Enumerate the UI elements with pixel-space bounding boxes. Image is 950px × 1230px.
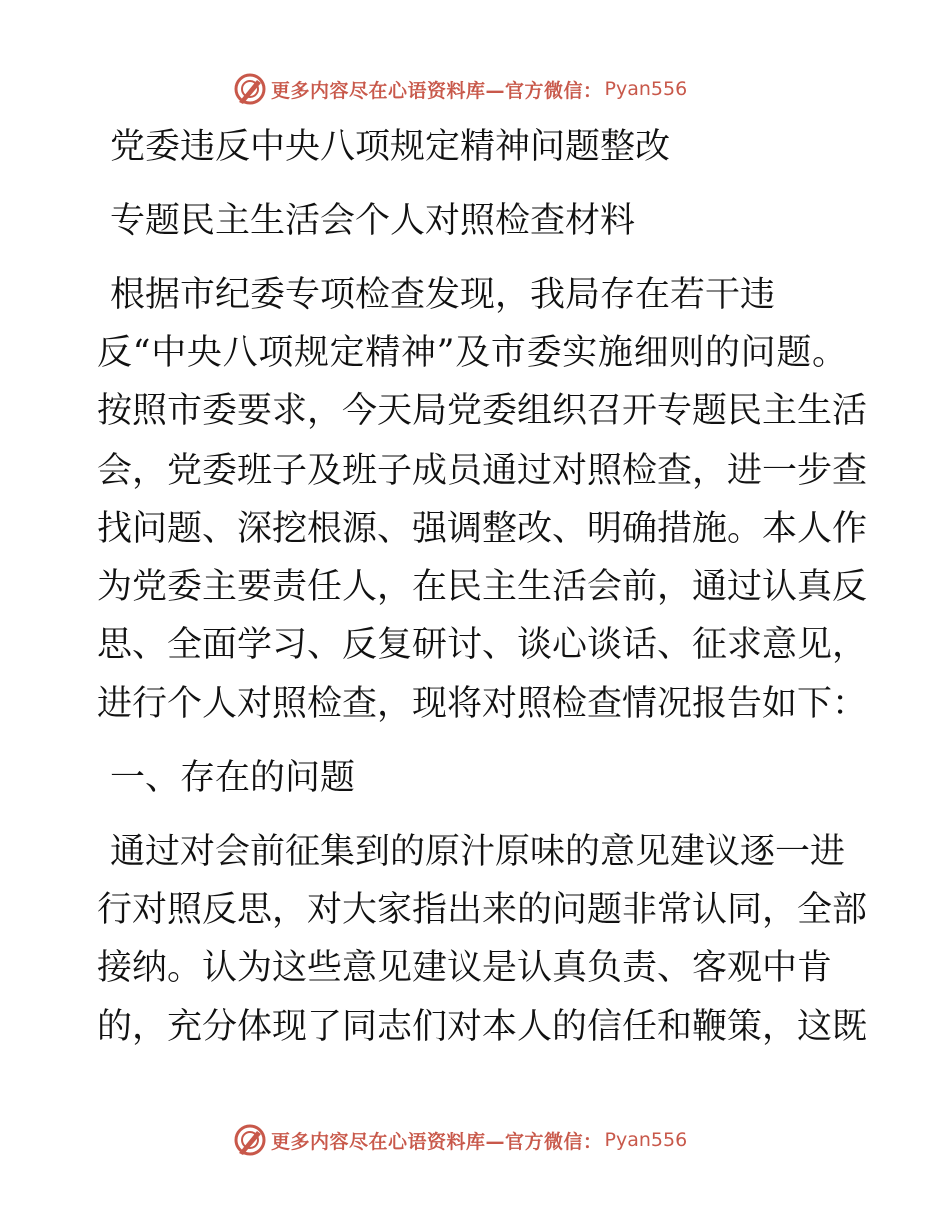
- paragraph-line: 思、全面学习、反复研讨、谈心谈话、征求意见，: [97, 625, 868, 665]
- paragraph-line: 会，党委班子及班子成员通过对照检查，进一步查: [97, 451, 868, 491]
- paragraph-line: 的，充分体现了同志们对本人的信任和鞭策，这既: [97, 1007, 868, 1047]
- header-banner: [233, 71, 687, 107]
- document-title-line1: 党委违反中央八项规定精神问题整改: [110, 127, 671, 167]
- footer-banner: [233, 1122, 687, 1158]
- paragraph-line: 进行个人对照检查，现将对照检查情况报告如下：: [97, 684, 868, 724]
- paragraph-line: 行对照反思，对大家指出来的问题非常认同，全部: [97, 890, 868, 930]
- banner-slogan: 更多内容尽在心语资料库—官方微信：: [271, 79, 603, 102]
- paragraph-line: 反“中央八项规定精神”及市委实施细则的问题。: [97, 333, 847, 373]
- paragraph-line: 根据市纪委专项检查发现，我局存在若干违: [110, 275, 776, 315]
- document-title-line2: 专题民主生活会个人对照检查材料: [110, 201, 636, 241]
- paragraph-line: 通过对会前征集到的原汁原味的意见建议逐一进: [110, 832, 846, 872]
- wechat-id: Pyan556: [604, 78, 688, 100]
- section-heading: 一、存在的问题: [110, 758, 356, 798]
- pen-logo-icon: [233, 1123, 267, 1157]
- pen-logo-icon: [233, 72, 267, 106]
- banner-slogan: 更多内容尽在心语资料库—官方微信：: [271, 1130, 603, 1153]
- paragraph-line: 找问题、深挖根源、强调整改、明确措施。本人作: [97, 509, 868, 549]
- wechat-id: Pyan556: [604, 1129, 688, 1151]
- paragraph-line: 按照市委要求，今天局党委组织召开专题民主生活: [97, 391, 868, 431]
- paragraph-line: 接纳。认为这些意见建议是认真负责、客观中肯: [97, 948, 833, 988]
- paragraph-line: 为党委主要责任人，在民主生活会前，通过认真反: [97, 567, 868, 607]
